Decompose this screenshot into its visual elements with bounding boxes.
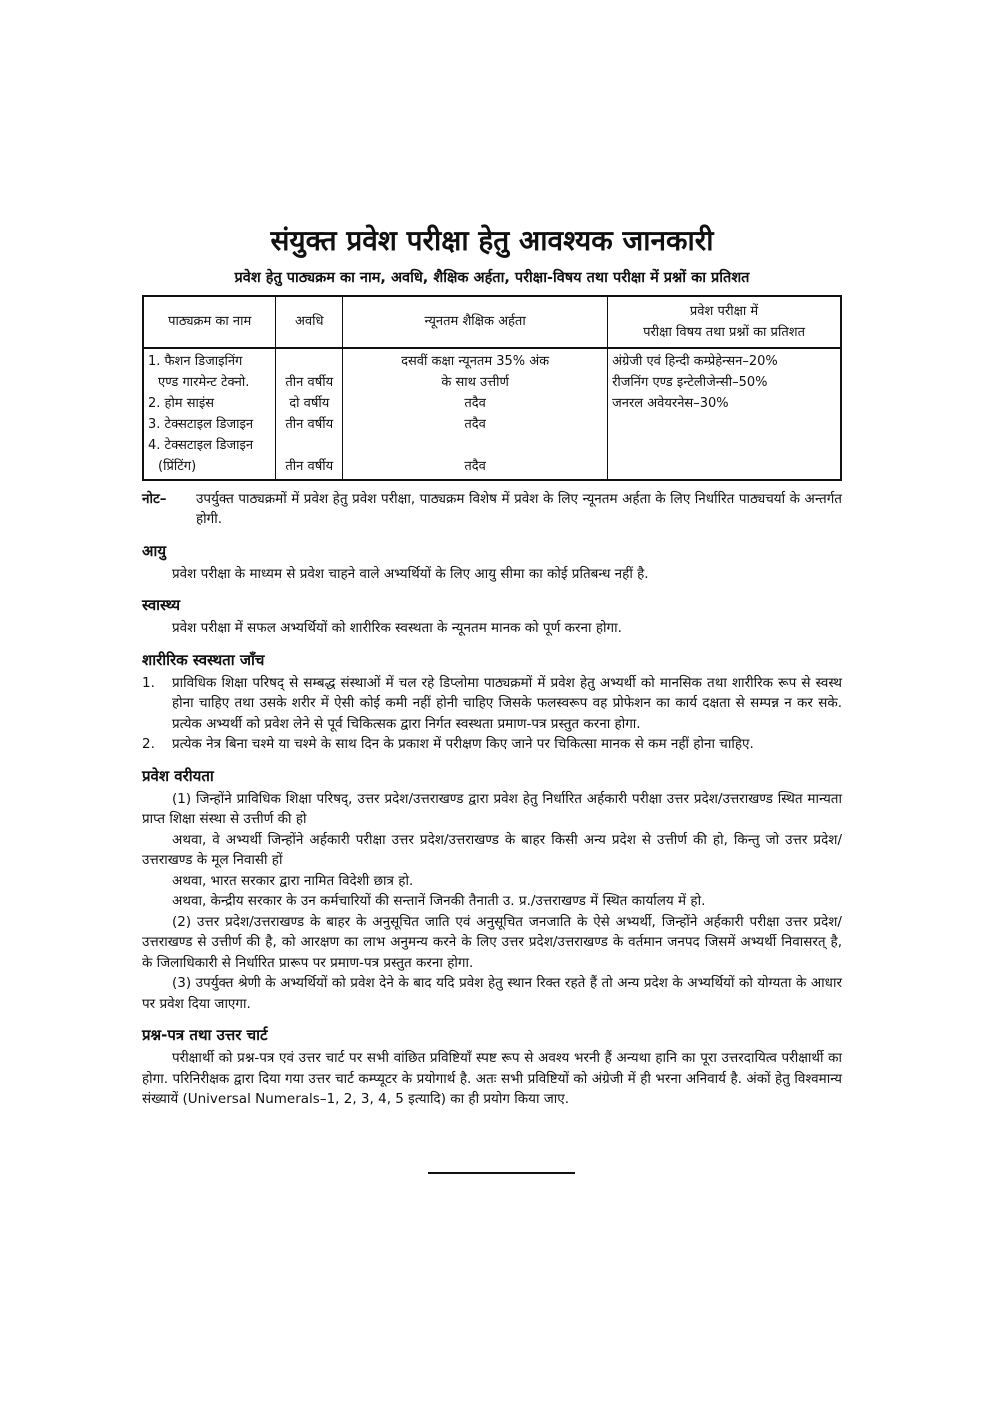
header-duration: अवधि (276, 296, 343, 348)
priority-para: (1) जिन्होंने प्राविधिक शिक्षा परिषद्, उत्तर प्रदेश/उत्तराखण्ड द्वारा प्रवेश हेतु निर्धारित अर्हकारी परीक्षा उत्तर प्रदेश/उत्तराखण्ड स्थित मान्यता प्राप्त शिक्षा संस्था से उत्तीर्ण की हो (142, 790, 842, 827)
cell (347, 435, 603, 456)
age-heading: आयु (142, 541, 167, 560)
cell: (प्रिंटिंग) (158, 458, 197, 474)
course-column (143, 348, 276, 480)
note-text: उपर्युक्त पाठ्यक्रमों में प्रवेश हेतु प्रवेश परीक्षा, पाठ्यक्रम विशेष में प्रवेश के लिए न्यूनतम अर्हता के लिए निर्धारित पाठ्यचर्या के अन्तर्गत होगी. (196, 490, 842, 527)
duration-column (276, 348, 343, 480)
health-heading: स्वास्थ्य (142, 596, 181, 614)
cell: तदैव (464, 416, 486, 432)
item-number: 2. (142, 736, 155, 752)
cell: जनरल अवेयरनेस–30% (612, 395, 729, 411)
cell: तदैव (464, 458, 486, 474)
table-body-row (143, 348, 841, 480)
priority-para: अथवा, वे अभ्यर्थी जिन्होंने अर्हकारी परीक्षा उत्तर प्रदेश/उत्तराखण्ड के बाहर किसी अन्य प्रदेश से उत्तीर्ण की हो, किन्तु जो उत्तर प्रदेश/उत्तराखण्ड के मूल निवासी हों (142, 831, 842, 868)
cell: तीन वर्षीय (285, 374, 334, 390)
cell: तदैव (464, 395, 486, 411)
cell (280, 435, 338, 456)
item-number: 1. (142, 674, 155, 691)
cell: दो वर्षीय (289, 395, 330, 411)
document-content (142, 222, 842, 1110)
header-line: प्रवेश परीक्षा में (689, 303, 759, 319)
page-subtitle: प्रवेश हेतु पाठ्यक्रम का नाम, अवधि, शैक्षिक अर्हता, परीक्षा-विषय तथा परीक्षा में प्रश्नों का प्रतिशत (234, 270, 750, 286)
cell (280, 351, 338, 372)
header-line: परीक्षा विषय तथा प्रश्नों का प्रतिशत (643, 324, 805, 340)
list-item (142, 673, 842, 735)
header-exam-subjects (608, 296, 841, 348)
cell: के साथ उत्तीर्ण (441, 374, 509, 390)
priority-para: (3) उपर्युक्त श्रेणी के अभ्यर्थियों को प्रवेश देने के बाद यदि प्रवेश हेतु स्थान रिक्त रहते हैं तो अन्य प्रदेश के अभ्यर्थियों को योग्यता के आधार पर प्रवेश दिया जाएगा. (142, 975, 842, 1012)
priority-para: अथवा, भारत सरकार द्वारा नामित विदेशी छात्र हो. (172, 872, 414, 889)
course-table (142, 295, 842, 481)
cell: 3. टेक्सटाइल डिजाइन (148, 416, 254, 432)
priority-para: (2) उत्तर प्रदेश/उत्तराखण्ड के बाहर के अनुसूचित जाति एवं अनुसूचित जनजाति के ऐसे अभ्यर्थी, जिन्होंने अर्हकारी परीक्षा उत्तर प्रदेश/उत्तराखण्ड से उत्तीर्ण की है, को आरक्षण का लाभ अनुमन्य करने के लिए उत्तर प्रदेश/उत्तराखण्ड के वर्तमान जनपद जिसमें अभ्यर्थी निवासरत् है, के जिलाधिकारी से निर्धारित प्रारूप पर प्रमाण-पत्र प्रस्तुत करना होगा. (142, 913, 842, 971)
end-divider (428, 1172, 575, 1174)
header-course: पाठ्यक्रम का नाम (143, 296, 276, 348)
exam-subjects-column (608, 348, 841, 480)
header-qualification: न्यूनतम शैक्षिक अर्हता (343, 296, 608, 348)
fitness-heading: शारीरिक स्वस्थता जाँच (142, 650, 265, 669)
table-header-row (143, 296, 841, 348)
page-title: संयुक्त प्रवेश परीक्षा हेतु आवश्यक जानकारी (270, 224, 714, 257)
priority-heading: प्रवेश वरीयता (142, 766, 214, 785)
answer-heading: प्रश्न-पत्र तथा उत्तर चार्ट (142, 1026, 268, 1044)
cell: रीजनिंग एण्ड इन्टेलीजेन्सी–50% (612, 374, 768, 390)
cell: तीन वर्षीय (285, 416, 334, 432)
cell: 2. होम साइंस (148, 395, 215, 411)
note (142, 489, 842, 530)
note-label: नोट– (142, 490, 167, 507)
health-text: प्रवेश परीक्षा में सफल अभ्यर्थियों को शारीरिक स्वस्थता के न्यूनतम मानक को पूर्ण करना होगा. (172, 620, 622, 636)
cell: 4. टेक्सटाइल डिजाइन (148, 437, 254, 453)
qualification-column (343, 348, 608, 480)
answer-text: परीक्षार्थी को प्रश्न-पत्र एवं उत्तर चार्ट पर सभी वांछित प्रविष्टियाँ स्पष्ट रूप से अवश्य भरनी हैं अन्यथा हानि का पूरा उत्तरदायित्व परीक्षार्थी का होगा. परिनिरीक्षक द्वारा दिया गया उत्तर चार्ट कम्प्यूटर के प्रयोगार्थ है. अतः सभी प्रविष्टियों को अंग्रेजी में ही भरना अनिवार्य है. अंकों हेतु विश्वमान्य संख्यायें (Universal Numerals–1, 2, 3, 4, 5 इत्यादि) का ही प्रयोग किया जाए. (142, 1050, 842, 1107)
cell: 1. फैशन डिजाइनिंग (148, 353, 243, 369)
cell: दसवीं कक्षा न्यूनतम 35% अंक (401, 353, 550, 369)
cell: अंग्रेजी एवं हिन्दी कम्प्रेहेन्सन–20% (612, 353, 778, 369)
item-text: प्राविधिक शिक्षा परिषद् से सम्बद्ध संस्थाओं में चल रहे डिप्लोमा पाठ्यक्रमों में प्रवेश हेतु अभ्यर्थी को मानसिक तथा शारीरिक रूप से स्वस्थ होना चाहिए तथा उसके शरीर में ऐसी कोई कमी नहीं होनी चाहिए जिसके फलस्वरूप वह प्रोफेशन का कार्य दक्षता से सम्पन्न न कर सके. प्रत्येक अभ्यर्थी को प्रवेश लेने से पूर्व चिकित्सक द्वारा निर्गत स्वस्थता प्रमाण-पत्र प्रस्तुत करना होगा. (172, 674, 842, 732)
cell: तीन वर्षीय (285, 458, 334, 474)
age-text: प्रवेश परीक्षा के माध्यम से प्रवेश चाहने वाले अभ्यर्थियों के लिए आयु सीमा का कोई प्रतिबन्ध नहीं है. (172, 565, 649, 582)
fitness-list (142, 673, 842, 755)
list-item (142, 734, 842, 755)
priority-para: अथवा, केन्द्रीय सरकार के उन कर्मचारियों की सन्तानें जिनकी तैनाती उ. प्र./उत्तराखण्ड में स्थित कार्यालय में हो. (172, 893, 706, 909)
item-text: प्रत्येक नेत्र बिना चश्मे या चश्मे के साथ दिन के प्रकाश में परीक्षण किए जाने पर चिकित्सा मानक से कम नहीं होना चाहिए. (172, 736, 754, 752)
cell: एण्ड गारमेन्ट टेक्नो. (158, 374, 250, 390)
